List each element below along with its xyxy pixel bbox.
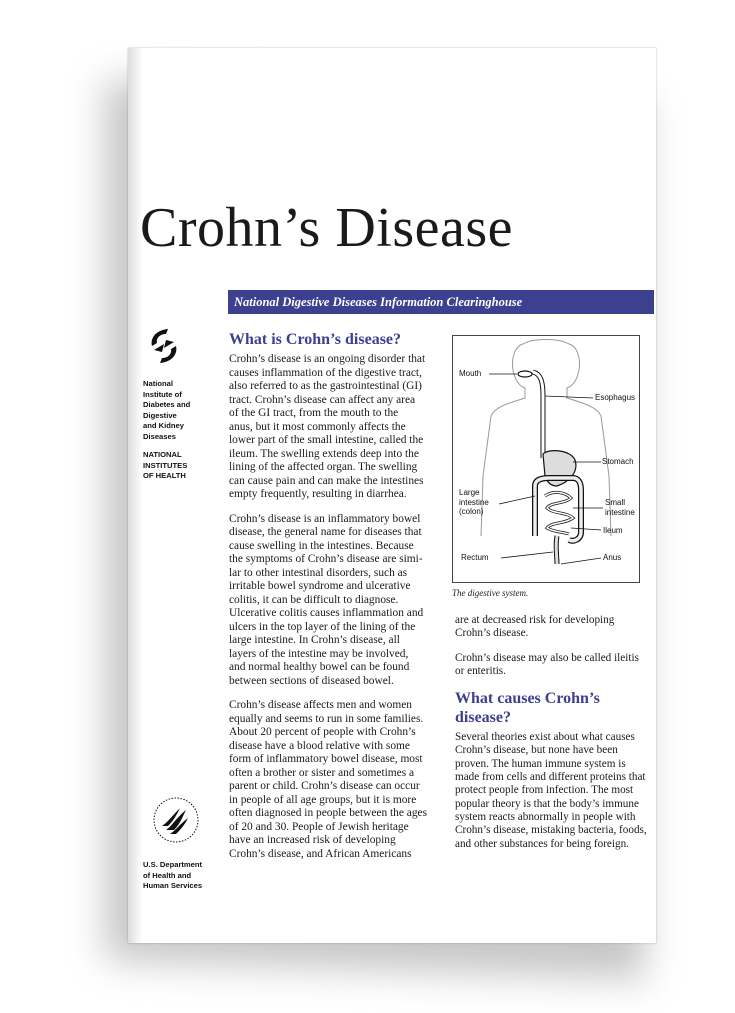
text-line: large intestine. In Crohn’s disease, all	[229, 634, 400, 646]
text-line: of the GI tract, from the mouth to the	[229, 407, 399, 419]
institute-line: and Kidney	[143, 421, 184, 431]
text-line: Crohn’s disease affects men and women	[229, 699, 412, 711]
text-line: popular theory is that the body’s immune	[455, 797, 639, 810]
text-line: lower part of the small intestine, called the	[229, 434, 424, 446]
text-line: made from cells and different proteins that	[455, 771, 646, 784]
text-line: often diagnosed in people between the ages	[229, 807, 428, 819]
institute-line: Institute of	[143, 389, 182, 399]
label-line: (colon)	[459, 507, 484, 516]
nih-line: INSTITUTES	[143, 460, 188, 470]
text-line: form of inflammatory bowel disease, most	[229, 753, 423, 765]
digestive-system-figure	[452, 335, 640, 583]
heading-line: What causes Crohn’s	[455, 690, 600, 708]
text-line: layers of the intestine may be involved,	[229, 647, 409, 660]
text-line: or enteritis.	[455, 664, 506, 677]
label-line: Large	[459, 488, 480, 497]
paragraph-inflammatory	[229, 513, 441, 689]
paragraph-alias	[455, 652, 655, 679]
text-line: parent or child. Crohn’s disease can occur	[229, 780, 420, 792]
text-line: lar to other intestinal disorders, such as	[229, 566, 408, 579]
section-heading-what-causes	[455, 689, 655, 727]
text-line: often a brother or sister and sometimes a	[229, 766, 415, 779]
label-rectum: Rectum	[461, 553, 489, 562]
text-line: cause swelling in the intestines. Because	[229, 539, 414, 552]
left-column	[229, 330, 441, 872]
paragraph-demographics	[229, 699, 441, 861]
text-line: Crohn’s disease may also be called ileitis	[455, 651, 639, 664]
section-heading-what-is: What is Crohn’s disease?	[229, 331, 402, 348]
text-line: Ulcerative colitis causes inflammation and	[229, 607, 424, 619]
text-line: irritable bowel syndrome and ulcerative	[229, 580, 411, 592]
text-line: in people of all age groups, but it is more	[229, 793, 417, 806]
hhs-line: U.S. Department	[143, 860, 203, 869]
label-esophagus: Esophagus	[595, 393, 636, 402]
label-line: intestine	[459, 497, 489, 507]
text-line: tract. Crohn’s disease can affect any area	[229, 393, 416, 406]
institute-line: Diabetes and	[143, 400, 191, 410]
text-line: can cause pain and can make the intestines	[229, 474, 424, 487]
booklet-spine	[128, 48, 146, 943]
text-line: and other substances for being foreign.	[455, 837, 629, 850]
paragraph-causes	[455, 731, 655, 851]
text-line: Crohn’s disease, and African Americans	[229, 847, 412, 860]
text-line: empty frequently, resulting in diarrhea.	[229, 488, 407, 500]
text-line: the symptoms of Crohn’s disease are simi-	[229, 553, 423, 565]
text-line: equally and seems to run in some families.	[229, 712, 424, 725]
paragraph-definition	[229, 353, 441, 502]
text-line: colitis, it can be difficult to diagnose.	[229, 593, 399, 606]
hhs-line: Human Services	[143, 881, 203, 891]
text-line: Crohn’s disease.	[455, 627, 529, 640]
clearinghouse-banner: National Digestive Diseases Information Clearinghouse	[228, 290, 654, 314]
figure-caption: The digestive system.	[452, 588, 529, 598]
hhs-seal-icon	[152, 796, 200, 844]
label-stomach: Stomach	[602, 457, 634, 466]
text-line: ileum. The swelling extends deep into the	[229, 447, 419, 460]
document-title: Crohn’s Disease	[140, 197, 514, 259]
label-line: intestine	[605, 507, 635, 517]
label-anus: Anus	[603, 553, 622, 562]
text-line: also referred to as the gastrointestinal (GI)	[229, 380, 422, 392]
text-line: and normal healthy bowel can be found	[229, 661, 410, 673]
text-line: proven. The human immune system is	[455, 757, 626, 770]
label-line: Small	[605, 498, 626, 507]
text-line: causes inflammation of the digestive tract,	[229, 366, 422, 379]
text-line: ulcers in the top layer of the lining of the	[229, 620, 416, 633]
institute-name	[143, 379, 223, 443]
label-large-intestine	[459, 488, 489, 517]
institute-line: National	[143, 379, 173, 388]
paragraph-continued	[455, 614, 655, 641]
hhs-line: of Health and	[143, 870, 192, 880]
nih-name	[143, 450, 223, 482]
text-line: Crohn’s disease is an inflammatory bowel	[229, 512, 421, 525]
institute-line: Diseases	[143, 431, 176, 441]
text-line: Crohn’s disease, mistaking bacteria, foods,	[455, 824, 647, 837]
text-line: of 20 and 30. People of Jewish heritage	[229, 820, 409, 833]
text-line: are at decreased risk for developing	[455, 614, 615, 626]
nih-line: NATIONAL	[143, 450, 182, 459]
text-line: disease have a blood relative with some	[229, 739, 410, 752]
right-column	[455, 614, 655, 862]
text-line: between sections of diseased bowel.	[229, 674, 394, 687]
niddk-logo-icon	[146, 326, 182, 366]
text-line: disease, the general name for diseases that	[229, 526, 422, 538]
institute-line: Digestive	[143, 410, 177, 420]
text-line: About 20 percent of people with Crohn’s	[229, 726, 416, 738]
text-line: lining of the affected organ. The swelling	[229, 461, 418, 473]
heading-line: disease?	[455, 709, 511, 727]
text-line: protect people from infection. The most	[455, 784, 634, 797]
label-mouth: Mouth	[459, 369, 482, 378]
text-line: Crohn’s disease is an ongoing disorder that	[229, 353, 426, 365]
text-line: Crohn’s disease, but none have been	[455, 744, 618, 757]
text-line: system reacts abnormally in people with	[455, 810, 636, 823]
label-ileum: Ileum	[603, 526, 623, 535]
text-line: Several theories exist about what causes	[455, 731, 635, 744]
text-line: anus, but it most commonly affects the	[229, 420, 406, 433]
hhs-name	[143, 860, 223, 892]
text-line: have an increased risk of developing	[229, 834, 396, 846]
nih-line: OF HEALTH	[143, 471, 186, 481]
label-small-intestine	[605, 498, 635, 517]
